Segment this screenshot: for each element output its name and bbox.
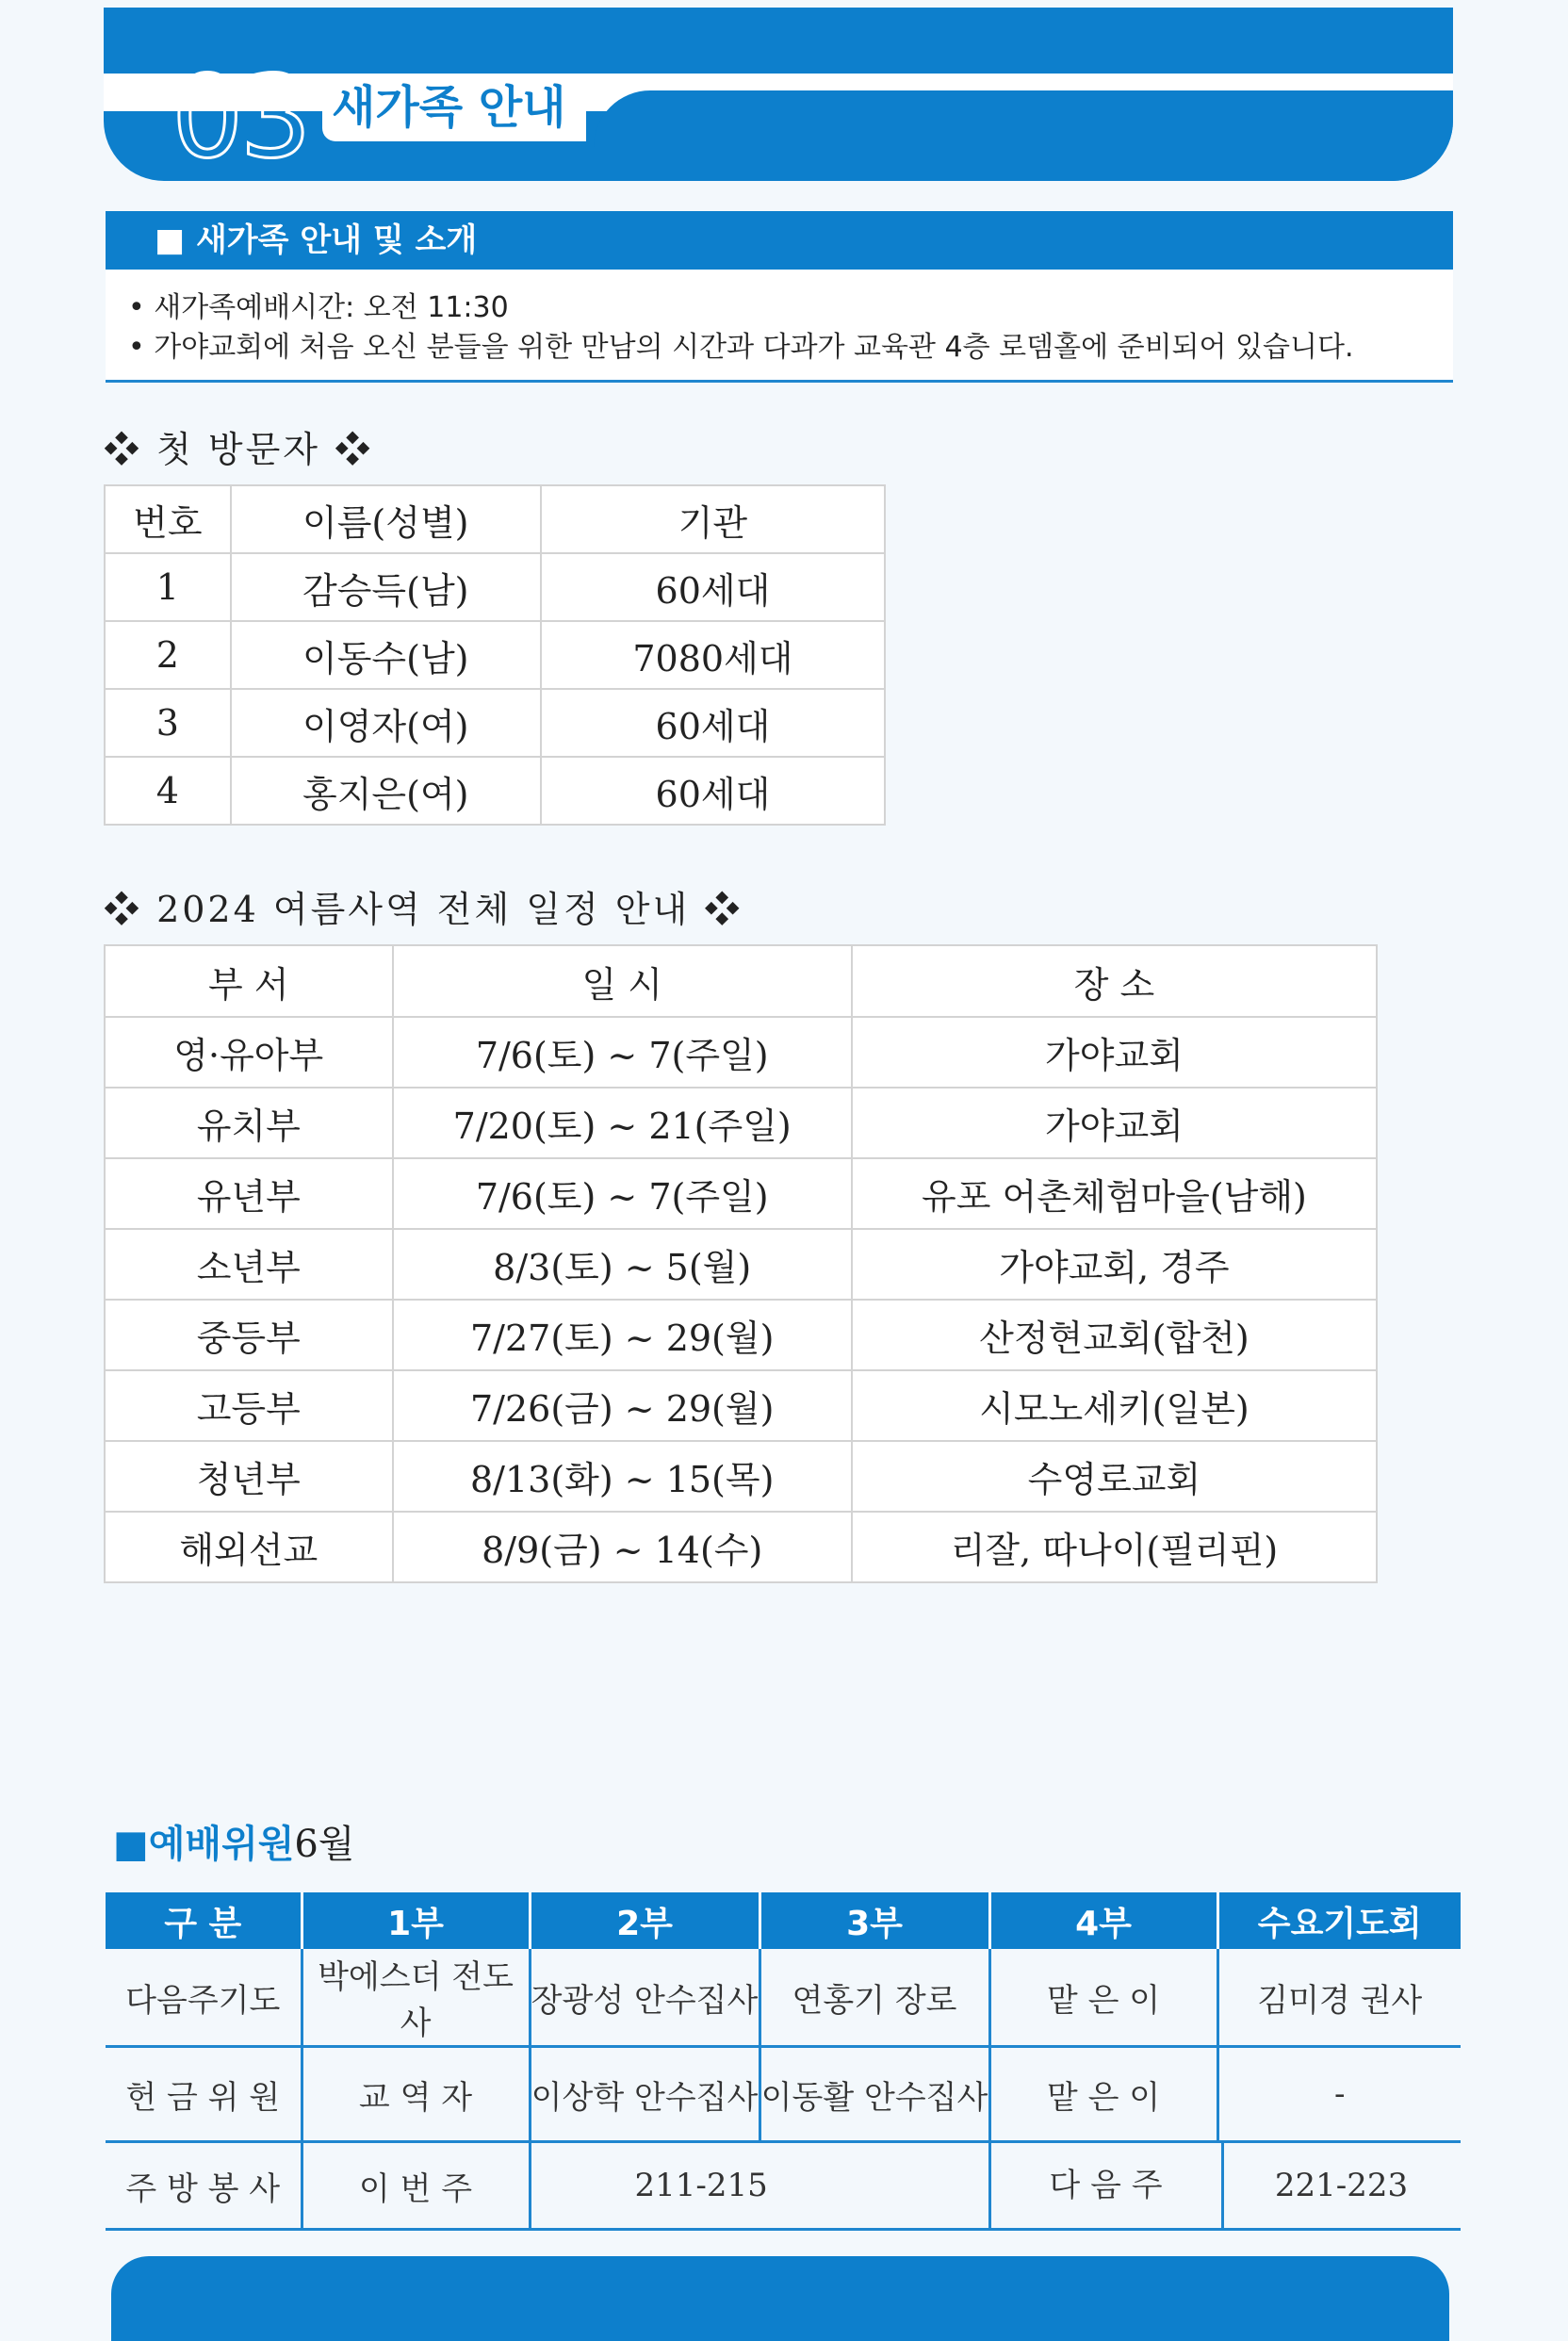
summer-schedule-table	[104, 944, 1378, 1583]
intro-line-meeting: • 가야교회에 처음 오신 분들을 위한 만남의 시간과 다과가 교육관 4층 로뎀홀에 준비되어 있습니다.	[128, 331, 1354, 364]
visitor-name: 이동수(남)	[231, 621, 541, 689]
department: 소년부	[105, 1229, 393, 1300]
prayer-cell: 맡 은 이	[989, 1949, 1217, 2047]
schedule-date: 7/20(토) ~ 21(주일)	[393, 1088, 852, 1158]
summer-caption: ❖ 2024 여름사역 전체 일정 안내 ❖	[104, 889, 743, 930]
header-cell-org: 기관	[541, 485, 885, 553]
table-header-row	[105, 945, 1377, 1017]
title-square: ■	[113, 1823, 149, 1866]
header-cell-service-2: 2부	[530, 1892, 760, 1949]
visitor-number: 1	[105, 553, 231, 621]
table-row	[105, 1300, 1377, 1370]
schedule-date: 7/26(금) ~ 29(월)	[393, 1370, 852, 1441]
visitor-name: 이영자(여)	[231, 689, 541, 757]
header-cell-date: 일 시	[393, 945, 852, 1017]
header-cell-number: 번호	[105, 485, 231, 553]
prayer-cell: 연홍기 장로	[760, 1949, 989, 2047]
table-row	[105, 1370, 1377, 1441]
table-row	[105, 1229, 1377, 1300]
offering-cell: -	[1217, 2047, 1461, 2142]
table-row	[105, 1512, 1377, 1582]
prayer-row	[106, 1949, 1461, 2047]
header-cell-place: 장 소	[852, 945, 1377, 1017]
worship-committee-table	[106, 1892, 1461, 2231]
schedule-place: 가야교회, 경주	[852, 1229, 1377, 1300]
title-label: 예배위원	[148, 1823, 295, 1866]
intro-heading: ■ 새가족 안내 및 소개	[106, 211, 1453, 270]
schedule-place: 수영로교회	[852, 1441, 1377, 1512]
visitor-org: 60세대	[541, 757, 885, 825]
header-cell-service-1: 1부	[302, 1892, 530, 1949]
row-label: 헌 금 위 원	[106, 2047, 302, 2142]
kitchen-this-week-label: 이 번 주	[302, 2142, 530, 2230]
table-row	[105, 621, 885, 689]
kitchen-next-week	[989, 2142, 1461, 2230]
intro-line-worship-time: • 새가족예배시간: 오전 11:30	[128, 291, 509, 324]
row-label: 다음주기도	[106, 1949, 302, 2047]
header-cell-service-3: 3부	[760, 1892, 989, 1949]
schedule-date: 8/3(토) ~ 5(월)	[393, 1229, 852, 1300]
kitchen-next-week-label: 다 음 주	[991, 2143, 1224, 2228]
table-row	[105, 1088, 1377, 1158]
table-row	[105, 553, 885, 621]
table-header-row	[106, 1892, 1461, 1949]
visitors-caption: ❖ 첫 방문자 ❖	[104, 429, 374, 470]
schedule-place: 시모노세키(일본)	[852, 1370, 1377, 1441]
schedule-date: 8/13(화) ~ 15(목)	[393, 1441, 852, 1512]
department: 유치부	[105, 1088, 393, 1158]
offering-cell: 맡 은 이	[989, 2047, 1217, 2142]
prayer-cell: 장광성 안수집사	[530, 1949, 760, 2047]
visitor-name: 홍지은(여)	[231, 757, 541, 825]
header-cell-name: 이름(성별)	[231, 485, 541, 553]
table-row	[105, 689, 885, 757]
prayer-cell: 김미경 권사	[1217, 1949, 1461, 2047]
section-banner	[104, 8, 1453, 181]
department: 중등부	[105, 1300, 393, 1370]
offering-cell: 이상학 안수집사	[530, 2047, 760, 2142]
schedule-date: 7/6(토) ~ 7(주일)	[393, 1017, 852, 1088]
section-number: 03	[172, 53, 308, 181]
footer-bar	[111, 2256, 1449, 2341]
row-label: 주 방 봉 사	[106, 2142, 302, 2230]
visitor-number: 3	[105, 689, 231, 757]
offering-cell: 교 역 자	[302, 2047, 530, 2142]
schedule-place: 가야교회	[852, 1088, 1377, 1158]
visitor-number: 4	[105, 757, 231, 825]
table-header-row	[105, 485, 885, 553]
worship-committee-title	[113, 1819, 354, 1870]
header-cell-category: 구 분	[106, 1892, 302, 1949]
visitor-org: 7080세대	[541, 621, 885, 689]
table-row	[105, 1017, 1377, 1088]
table-row	[105, 757, 885, 825]
section-title: 새가족 안내	[332, 81, 566, 134]
schedule-place: 산정현교회(합천)	[852, 1300, 1377, 1370]
schedule-date: 7/6(토) ~ 7(주일)	[393, 1158, 852, 1229]
department: 고등부	[105, 1370, 393, 1441]
table-row	[105, 1158, 1377, 1229]
header-cell-service-4: 4부	[989, 1892, 1217, 1949]
visitor-name: 감승득(남)	[231, 553, 541, 621]
schedule-date: 7/27(토) ~ 29(월)	[393, 1300, 852, 1370]
schedule-place: 유포 어촌체험마을(남해)	[852, 1158, 1377, 1229]
intro-body	[106, 270, 1453, 383]
department: 영·유아부	[105, 1017, 393, 1088]
visitor-org: 60세대	[541, 689, 885, 757]
header-cell-wednesday: 수요기도회	[1217, 1892, 1461, 1949]
banner-curve	[594, 90, 1453, 181]
schedule-place: 리잘, 따나이(필리핀)	[852, 1512, 1377, 1582]
kitchen-this-week-value: 211-215	[530, 2142, 989, 2230]
title-month: 6월	[294, 1823, 355, 1866]
schedule-date: 8/9(금) ~ 14(수)	[393, 1512, 852, 1582]
department: 유년부	[105, 1158, 393, 1229]
kitchen-next-week-value: 221-223	[1274, 2167, 1409, 2204]
offering-row	[106, 2047, 1461, 2142]
prayer-cell: 박에스더 전도사	[302, 1949, 530, 2047]
offering-cell: 이동활 안수집사	[760, 2047, 989, 2142]
table-row	[105, 1441, 1377, 1512]
kitchen-row	[106, 2142, 1461, 2230]
header-cell-department: 부 서	[105, 945, 393, 1017]
department: 청년부	[105, 1441, 393, 1512]
visitor-org: 60세대	[541, 553, 885, 621]
visitors-table	[104, 484, 886, 826]
schedule-place: 가야교회	[852, 1017, 1377, 1088]
visitor-number: 2	[105, 621, 231, 689]
department: 해외선교	[105, 1512, 393, 1582]
